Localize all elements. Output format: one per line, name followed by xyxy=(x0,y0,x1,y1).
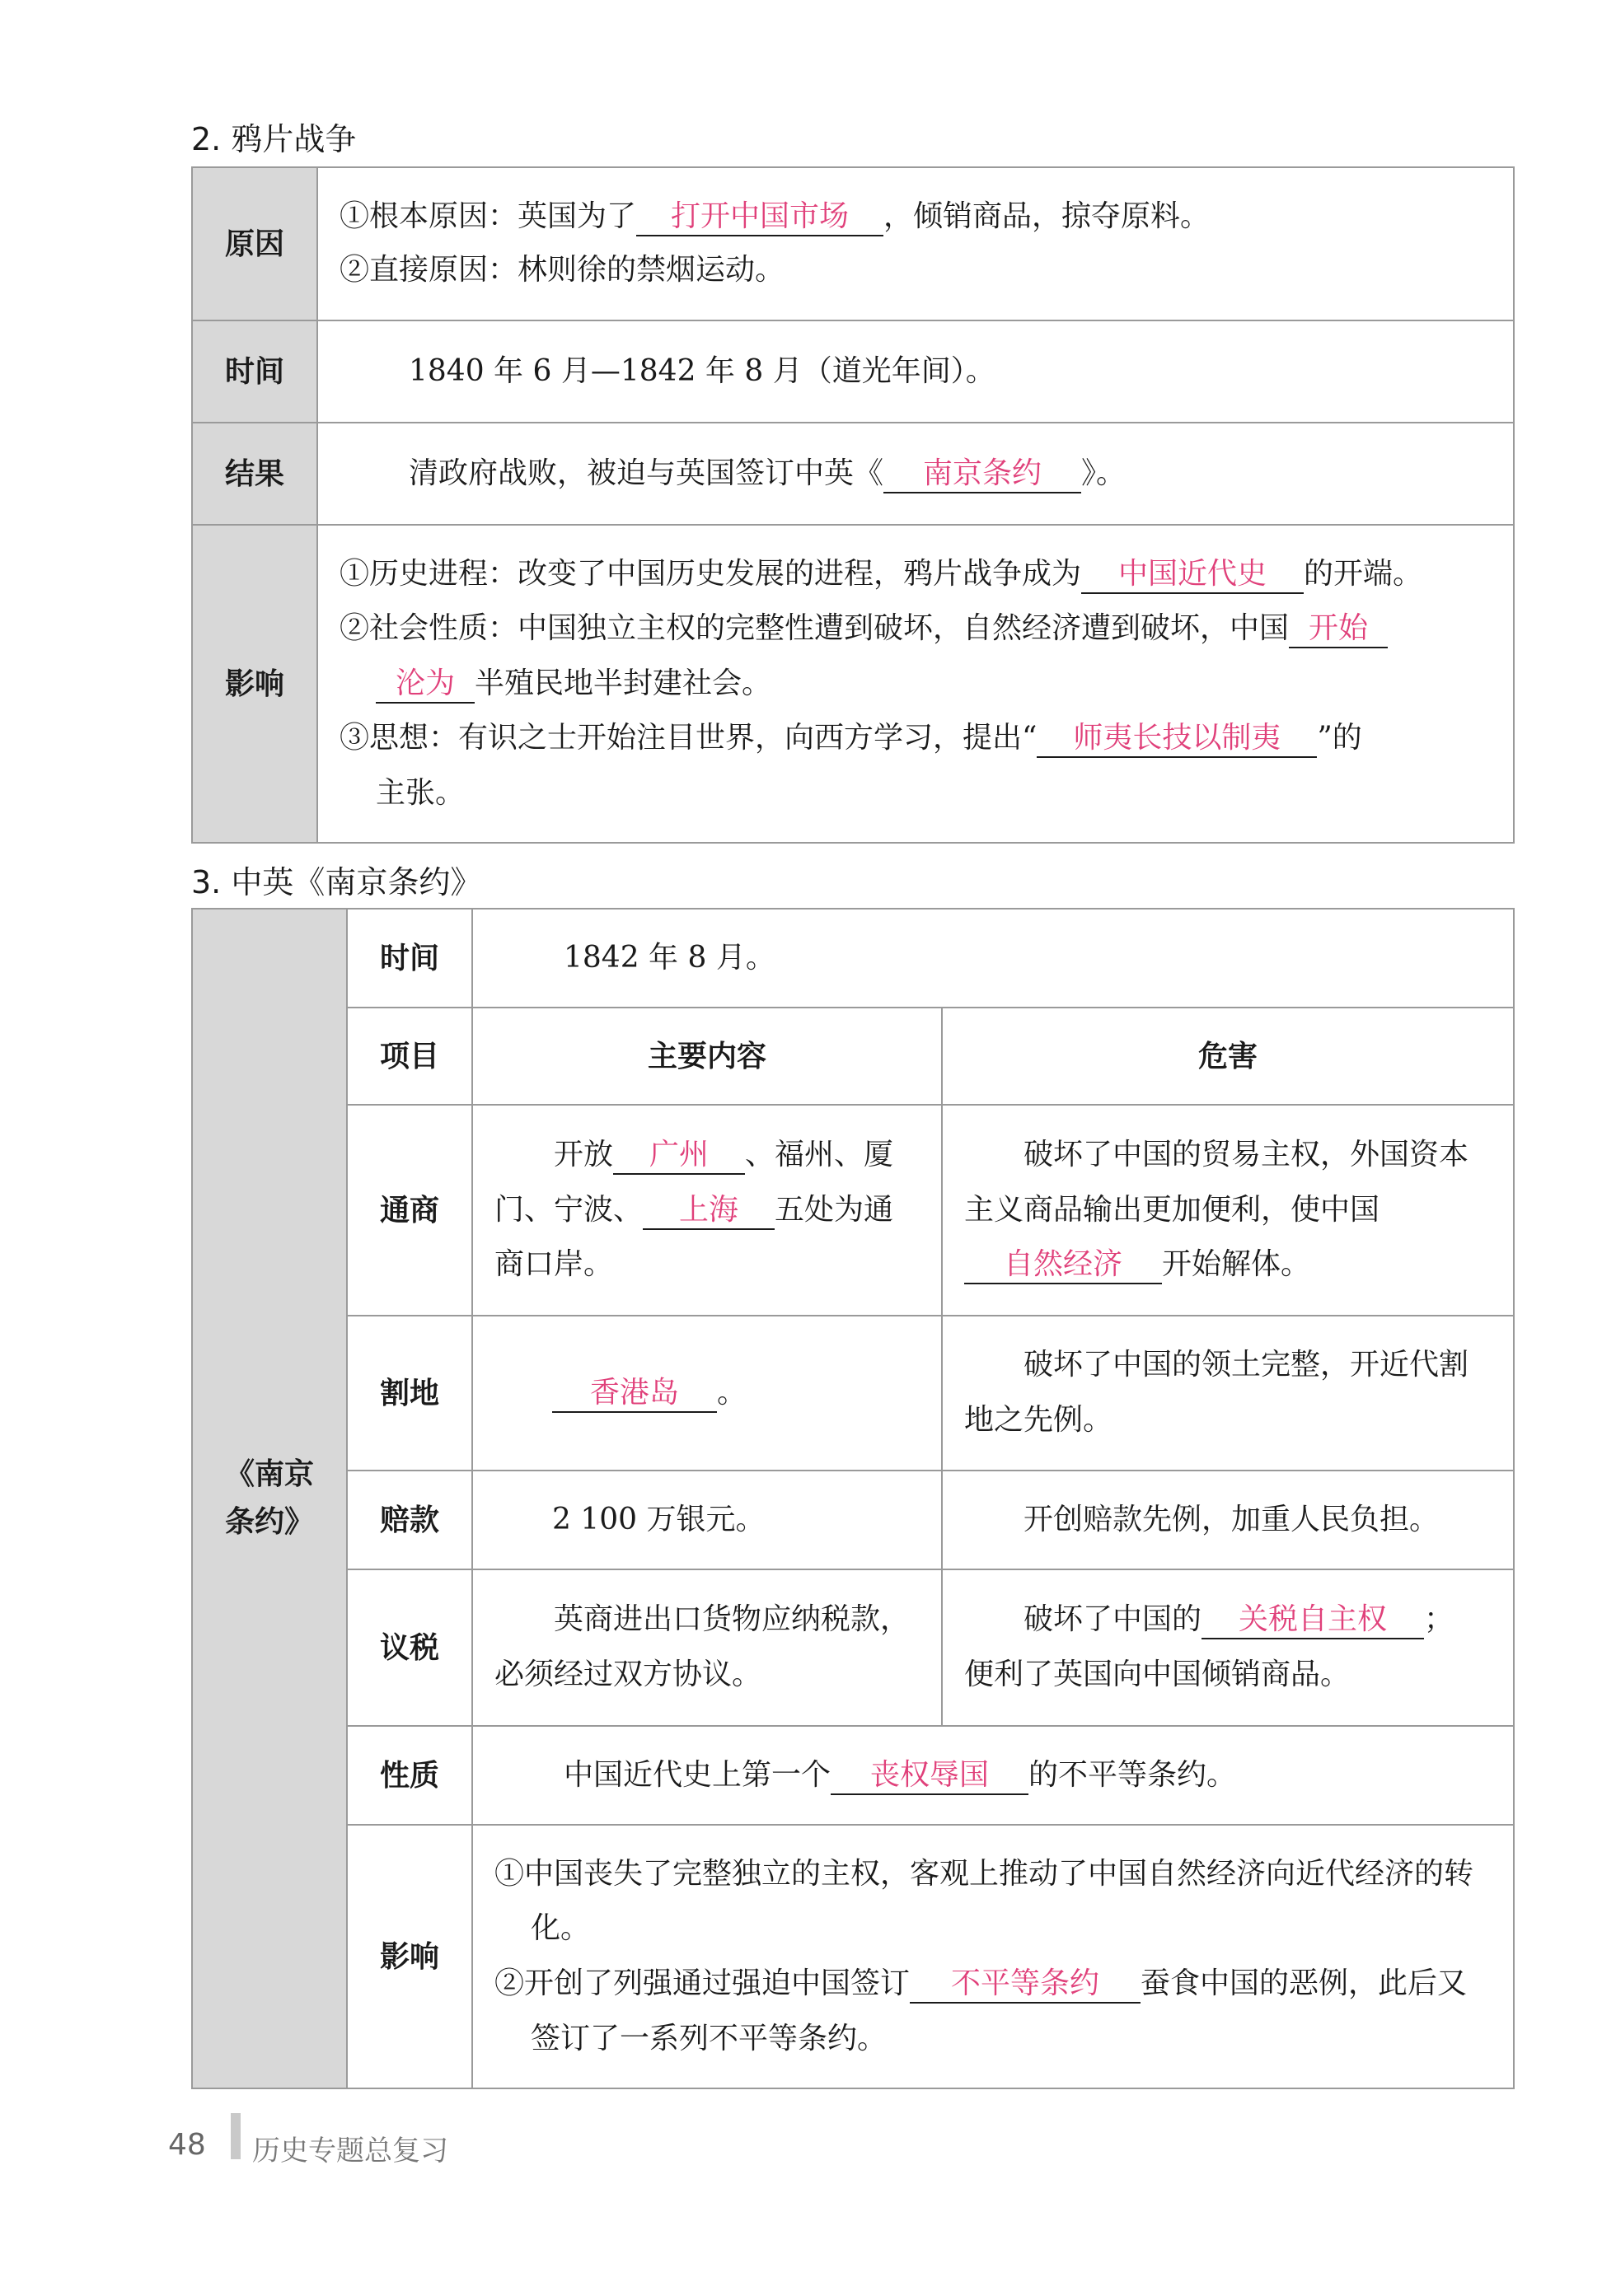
trade-content-p2: 、福州、厦门、宁波、 xyxy=(494,1138,894,1227)
row-indemnity xyxy=(192,1471,1514,1569)
trade-harm xyxy=(942,1105,1514,1316)
answer-blank: 香港岛 xyxy=(552,1374,717,1413)
row-impact xyxy=(192,525,1514,843)
row-result xyxy=(192,423,1514,525)
impact-item3-tail: 主张。 xyxy=(376,775,466,810)
impact-item2-suffix: 半殖民地半封建社会。 xyxy=(475,666,772,700)
label-trade: 通商 xyxy=(347,1105,472,1316)
row-trade xyxy=(192,1105,1514,1316)
row-treaty-impact xyxy=(192,1825,1514,2088)
nature-content xyxy=(472,1726,1514,1825)
treaty-impact-item2-prefix: ②开创了列强通过强迫中国签订 xyxy=(494,1966,911,2000)
footer-divider xyxy=(231,2113,241,2159)
treaty-impact-content xyxy=(472,1825,1514,2088)
tariff-content: 英商进出口货物应纳税款，必须经过双方协议。 xyxy=(472,1569,942,1726)
row-time xyxy=(192,320,1514,423)
header-item: 项目 xyxy=(347,1008,472,1105)
result-content xyxy=(317,423,1514,525)
row-nature xyxy=(192,1726,1514,1825)
impact-item3-prefix: ③思想：有识之士开始注目世界，向西方学习，提出“ xyxy=(340,721,1038,755)
answer-blank: 不平等条约 xyxy=(910,1965,1141,2004)
section-2-title: 2. 鸦片战争 xyxy=(191,121,357,157)
answer-blank: 师夷长技以制夷 xyxy=(1037,719,1317,758)
tariff-harm-line1 xyxy=(964,1592,1492,1648)
row-cause xyxy=(192,167,1514,320)
tariff-harm xyxy=(942,1569,1514,1726)
answer-blank: 上海 xyxy=(643,1191,775,1230)
answer-blank: 丧权辱国 xyxy=(831,1756,1028,1795)
label-treaty-impact: 影响 xyxy=(347,1825,472,2088)
row-header xyxy=(192,1008,1514,1105)
tariff-harm-prefix: 破坏了中国的 xyxy=(1024,1602,1202,1637)
opium-war-table xyxy=(191,166,1515,844)
trade-content-p1: 开放 xyxy=(554,1138,614,1172)
impact-content xyxy=(317,525,1514,843)
impact-item2-prefix: ②社会性质：中国独立主权的完整性遭到破坏，自然经济遭到破坏，中国 xyxy=(340,611,1290,646)
trade-content-p3: 五处为通商口岸。 xyxy=(494,1192,894,1282)
cause-content xyxy=(317,167,1514,320)
answer-blank: 南京条约 xyxy=(883,455,1081,493)
cause-line1-suffix: ，倾销商品，掠夺原料。 xyxy=(883,199,1211,234)
answer-blank: 关税自主权 xyxy=(1202,1601,1424,1639)
treaty-side-label-1: 《南京 xyxy=(224,1457,314,1492)
header-harm: 危害 xyxy=(942,1008,1514,1105)
impact-item1-prefix: ①历史进程：改变了中国历史发展的进程，鸦片战争成为 xyxy=(340,556,1082,591)
row-tariff xyxy=(192,1569,1514,1726)
trade-harm-prefix: 破坏了中国的贸易主权，外国资本主义商品输出更加便利，使中国 xyxy=(964,1138,1469,1227)
treaty-side-label-2: 条约》 xyxy=(224,1504,314,1539)
label-treaty-time: 时间 xyxy=(347,909,472,1008)
row-treaty-time xyxy=(192,909,1514,1008)
treaty-impact-item1: ①中国丧失了完整独立的主权，客观上推动了中国自然经济向近代经济的转化。 xyxy=(494,1856,1474,1946)
treaty-time-text: 1842 年 8 月。 xyxy=(472,909,1514,1008)
tariff-harm-line2: 便利了英国向中国倾销商品。 xyxy=(964,1658,1351,1691)
tariff-harm-suffix: ； xyxy=(1424,1602,1454,1637)
label-tariff: 议税 xyxy=(347,1569,472,1726)
label-indemnity: 赔款 xyxy=(347,1471,472,1569)
answer-blank: 广州 xyxy=(613,1136,745,1175)
indemnity-content: 2 100 万银元。 xyxy=(472,1471,942,1569)
answer-blank: 自然经济 xyxy=(964,1246,1162,1284)
impact-item3-suffix: ”的 xyxy=(1317,721,1362,755)
label-cause: 原因 xyxy=(192,167,317,320)
nature-prefix: 中国近代史上第一个 xyxy=(564,1757,831,1792)
answer-blank: 沦为 xyxy=(376,665,475,704)
indemnity-harm: 开创赔款先例，加重人民负担。 xyxy=(942,1471,1514,1569)
row-land xyxy=(192,1316,1514,1471)
trade-harm-suffix: 开始解体。 xyxy=(1162,1247,1311,1282)
result-suffix: 》。 xyxy=(1081,456,1127,490)
treaty-impact-item2-suffix: 蚕食中国的恶例，此后又签订了一系列不平等条约。 xyxy=(531,1966,1468,2055)
label-result: 结果 xyxy=(192,423,317,525)
treaty-impact-item2 xyxy=(494,1957,1492,2066)
nanjing-treaty-table xyxy=(191,908,1515,2089)
land-content-suffix: 。 xyxy=(717,1375,747,1410)
label-impact: 影响 xyxy=(192,525,317,843)
treaty-side-label xyxy=(192,909,347,2088)
answer-blank: 打开中国市场 xyxy=(636,198,883,236)
section-3-title: 3. 中英《南京条约》 xyxy=(191,864,482,900)
label-nature: 性质 xyxy=(347,1726,472,1825)
cause-line1 xyxy=(340,190,1492,244)
impact-item1 xyxy=(340,547,1492,602)
time-text: 1840 年 6 月—1842 年 8 月（道光年间）。 xyxy=(317,320,1514,423)
label-time: 时间 xyxy=(192,320,317,423)
answer-blank: 开始 xyxy=(1289,610,1388,648)
impact-item2 xyxy=(340,601,1492,657)
header-content: 主要内容 xyxy=(472,1008,942,1105)
answer-blank: 中国近代史 xyxy=(1081,555,1304,594)
cause-line1-prefix: ①根本原因：英国为了 xyxy=(340,199,637,234)
land-harm: 破坏了中国的领土完整，开近代割地之先例。 xyxy=(942,1316,1514,1471)
trade-content xyxy=(472,1105,942,1316)
book-title: 历史专题总复习 xyxy=(252,2135,448,2167)
impact-item1-suffix: 的开端。 xyxy=(1304,556,1423,591)
impact-item2-cont xyxy=(340,657,1492,712)
nature-suffix: 的不平等条约。 xyxy=(1028,1757,1237,1792)
impact-item3 xyxy=(340,711,1492,766)
land-content xyxy=(472,1316,942,1471)
result-prefix: 清政府战败，被迫与英国签订中英《 xyxy=(409,456,884,490)
cause-line2: ②直接原因：林则徐的禁烟运动。 xyxy=(340,253,785,287)
label-land: 割地 xyxy=(347,1316,472,1471)
page-number: 48 xyxy=(168,2128,206,2162)
